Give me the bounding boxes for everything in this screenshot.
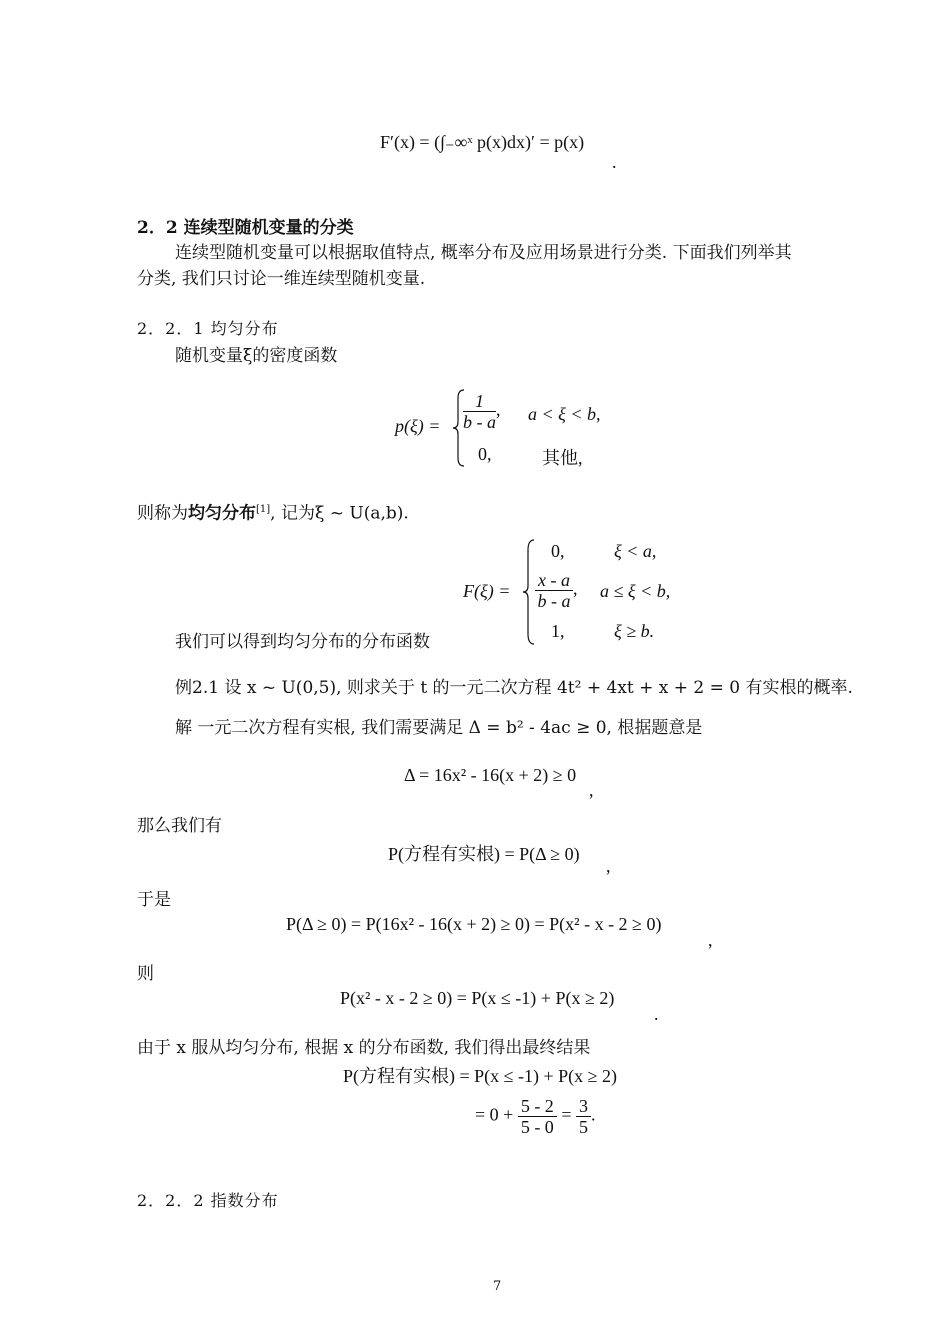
section-heading-2-2-1: 2．2．1 均匀分布: [137, 319, 279, 338]
density-lhs: p(ξ) =: [395, 416, 441, 436]
cdf-case3-value: 1,: [551, 621, 565, 641]
density-case2-condition: 其他,: [542, 448, 583, 468]
equation-period: .: [612, 152, 617, 172]
intro-paragraph-line1: 连续型随机变量可以根据取值特点, 概率分布及应用场景进行分类. 下面我们列举其: [175, 243, 792, 263]
equation-cdf-derivative: F′(x) = (∫₋∞ˣ p(x)dx)′ = p(x): [380, 132, 585, 152]
conclusion-text: 由于 x 服从均匀分布, 根据 x 的分布函数, 我们得出最终结果: [137, 1038, 591, 1058]
equation-prob-real-root: P(方程有实根) = P(Δ ≥ 0): [388, 844, 580, 864]
section-heading-2-2: 2．2 连续型随机变量的分类: [137, 218, 354, 238]
density-intro: 随机变量ξ的密度函数: [175, 346, 338, 366]
equation-prob-expand: P(Δ ≥ 0) = P(16x² - 16(x + 2) ≥ 0) = P(x² - x - 2 ≥ 0): [286, 914, 662, 934]
cdf-case2-condition: a ≤ ξ < b,: [600, 581, 671, 601]
density-case1: $\frac{1}{b - a}$ ,: [463, 391, 501, 432]
density-case2-value: 0,: [478, 444, 492, 464]
cdf-case1-value: 0,: [551, 541, 565, 561]
section-heading-2-2-2: 2．2．2 指数分布: [137, 1191, 279, 1210]
left-brace: [522, 538, 536, 646]
intro-paragraph-line2: 分类, 我们只讨论一维连续型随机变量.: [137, 269, 426, 289]
equation-delta: Δ = 16x² - 16(x + 2) ≥ 0: [404, 765, 577, 785]
text-then-we-have: 那么我们有: [137, 816, 222, 836]
cdf-case3-condition: ξ ≥ b.: [614, 621, 655, 641]
cdf-case2: $\frac{x - a}{b - a}$ ,: [535, 570, 577, 611]
cdf-intro: 我们可以得到均匀分布的分布函数: [175, 632, 430, 652]
equation-final-2: = 0 + $\frac{5 - 2}{5 - 0}$ = $\frac{3}{5}$ .: [475, 1096, 596, 1137]
density-case1-condition: a < ξ < b,: [528, 404, 601, 424]
page-number: 7: [493, 1279, 502, 1294]
solution-line: 解 一元二次方程有实根, 我们需要满足 Δ = b² - 4ac ≥ 0, 根据题意是: [175, 718, 703, 738]
text-then: 则: [137, 964, 154, 984]
equation-comma: ,: [708, 930, 713, 950]
uniform-definition: 则称为均匀分布[1], 记为ξ ~ U(a,b).: [137, 503, 409, 524]
text-hence: 于是: [137, 890, 171, 910]
equation-comma: ,: [589, 780, 594, 800]
equation-final-1: P(方程有实根) = P(x ≤ -1) + P(x ≥ 2): [343, 1066, 618, 1086]
equation-prob-split: P(x² - x - 2 ≥ 0) = P(x ≤ -1) + P(x ≥ 2): [340, 988, 615, 1008]
equation-comma: ,: [606, 856, 611, 876]
cdf-case1-condition: ξ < a,: [614, 541, 657, 561]
example-2-1: 例2.1 设 x ~ U(0,5), 则求关于 t 的一元二次方程 4t² + 4xt + x + 2 = 0 有实根的概率.: [175, 678, 853, 698]
cdf-lhs: F(ξ) =: [463, 581, 511, 601]
equation-period: .: [654, 1004, 659, 1024]
